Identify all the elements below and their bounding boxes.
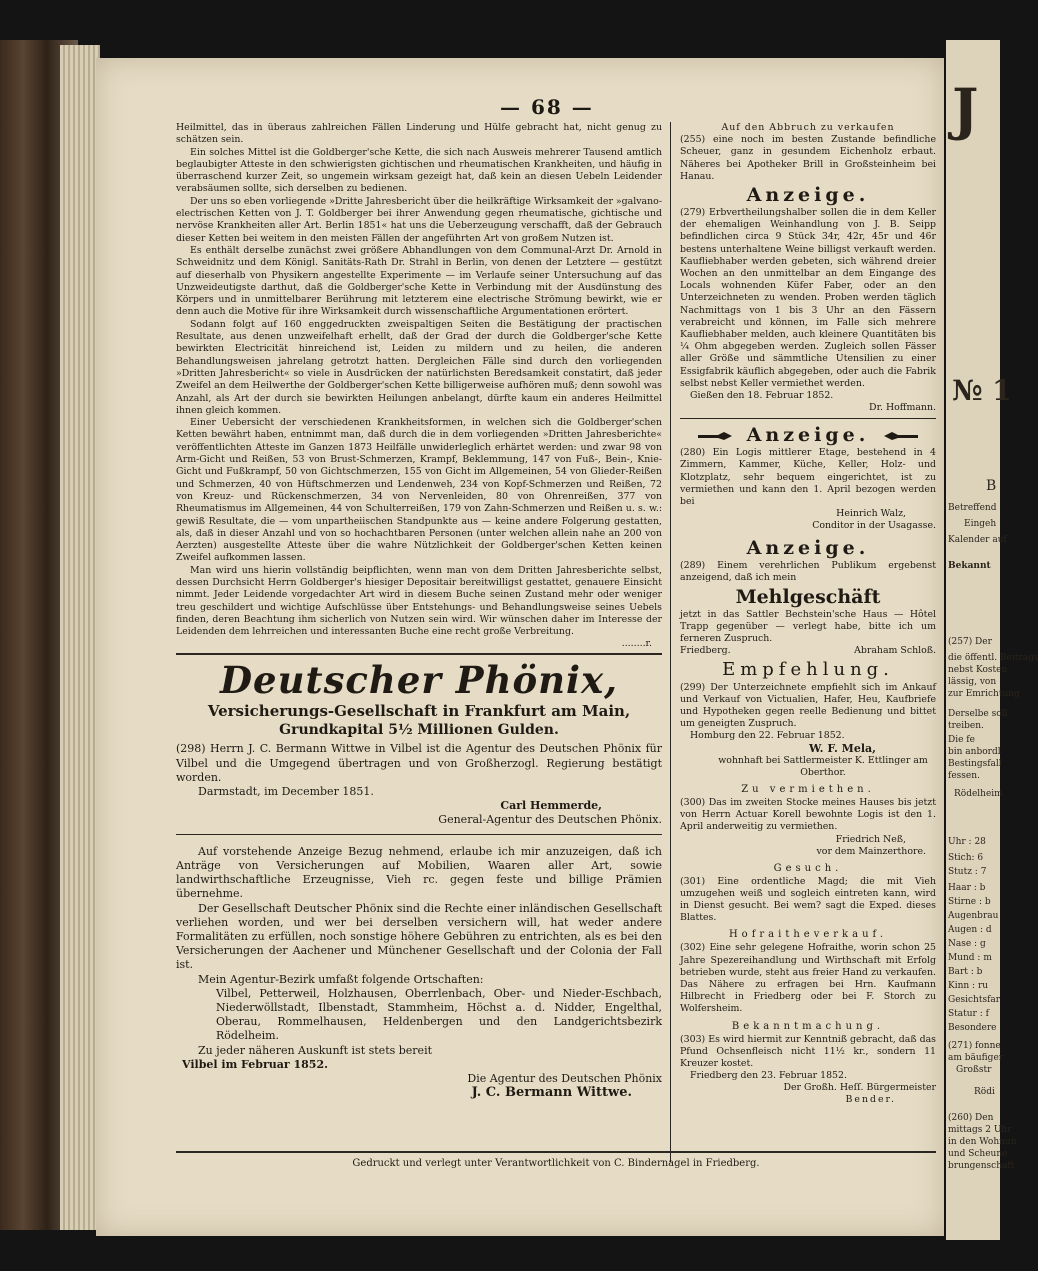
ad-299-address: wohnhaft bei Sattlermeister K. Ettlinger am Oberthor. xyxy=(718,754,928,778)
article-paragraph: Man wird uns hierin vollständig beipflichten, wenn man von dem Dritten Jahresberichte selbst, dessen Durchsicht Herrn Goldberger's hiesiger Depositair bereitwilligst gestattet, genauere Einsicht nimmt. Jeder Leidende vorgedachter Art wird in diesem Buche seinen Zustand mehr oder weniger treu geschildert und wichtige Aufschlüsse über Entstehungs- und Behandlungsweise seines Uebels finden, deren Beachtung ihm sicherlich von Nutzen sein wird. Wir wünschen daher im Interesse der Leidenden dem lehrreichen und interessanten Buche eine recht große Verbreitung. xyxy=(176,564,662,638)
next-page-fragment: Betreffend xyxy=(948,503,997,513)
pointing-hand-right-icon xyxy=(698,431,732,441)
next-page-fragment: Kalender auf xyxy=(948,535,1007,545)
next-page-fragment: Rödi xyxy=(974,1087,995,1097)
phoenix-title: Deutscher Phönix, xyxy=(219,658,619,703)
next-page-fragment: brungenschaft xyxy=(948,1161,1015,1171)
ad-289-text-continued: jetzt in das Sattler Bechstein'sche Haus — Hôtel Trapp gegenüber — verlegt habe, bitte ich um ferneren Zuspruch. xyxy=(680,608,936,645)
next-page-fragment: die öffentl. Beitrags xyxy=(948,653,1038,663)
ad-298-signature: Carl Hemmerde, xyxy=(500,799,602,813)
next-page-fragment: nebst Kosten xyxy=(948,665,1008,675)
article-signature: ........r. xyxy=(621,638,652,650)
right-column xyxy=(680,122,936,1106)
ad-298-date: Vilbel im Februar 1852. xyxy=(182,1057,328,1071)
next-page-fragment: Augen : d xyxy=(948,925,992,935)
ad-303-text: (303) Es wird hiermit zur Kenntniß gebracht, daß das Pfund Ochsenfleisch nicht 11½ kr., sondern 11 Kreuzer kostet. xyxy=(680,1033,936,1069)
ad-298-agency-name: J. C. Bermann Wittwe. xyxy=(471,1085,632,1101)
next-page-fragment: (257) Der xyxy=(948,637,992,647)
ad-heading: Bekanntmachung. xyxy=(731,1020,885,1032)
ad-299-place: Homburg den 22. Februar 1852. xyxy=(690,730,845,742)
ad-heading: Auf den Abbruch zu verkaufen xyxy=(721,122,895,133)
ad-289-place: Friedberg. xyxy=(680,645,731,657)
ad-heading: Anzeige. xyxy=(746,184,870,207)
ad-heading xyxy=(680,423,936,447)
page-number: — 68 — xyxy=(500,95,594,119)
next-page-fragment: Nase : g xyxy=(948,939,986,949)
next-page-fragment: Stich: 6 xyxy=(948,853,984,863)
ad-298-paragraph: Auf vorstehende Anzeige Bezug nehmend, erlaube ich mir anzuzeigen, daß ich Anträge von Versicherungen auf Mobilien, Waaren aller Art, sowie landwirthschaftliche Erzeugnisse, Vieh rc. gegen feste und billige Prämien übernehme. xyxy=(176,844,662,901)
ad-299-signature: W. F. Mela, xyxy=(809,741,876,755)
article-paragraph: Der uns so eben vorliegende »Dritte Jahresbericht über die heilkräftige Wirksamkeit der »galvano-electrischen Ketten von J. T. Goldberger bei ihrer Anwendung gegen rheumatische, gichtische und nervöse Krankheiten aller Art. Berlin 1851« hat uns die Ueberzeugung verschafft, daß der Gebrauch dieser Ketten bei weitem in den meisten Fällen der angeführten Art von großem Nutzen ist. xyxy=(176,195,662,244)
ad-303-signature: Der Großh. Heſſ. Bürgermeister xyxy=(783,1082,936,1094)
next-page-fragment: Eingeh xyxy=(964,519,997,529)
ad-heading: Anzeige. xyxy=(746,537,870,560)
next-page-fragment: Stutz : 7 xyxy=(948,867,987,877)
next-page-fragment: Bart : b xyxy=(948,967,983,977)
ad-heading: Zu vermiethen. xyxy=(741,783,875,795)
next-page-fragment: und Scheune xyxy=(948,1149,1008,1159)
section-rule xyxy=(176,834,662,835)
next-page-fragment: Besondere xyxy=(948,1023,997,1033)
ad-279-text: (279) Erbvertheilungshalber sollen die in dem Keller der ehemaligen Weinhandlung von J. B. Seipp befindlichen circa 9 Stück 34r, 42r, 45r und 46r bestens unterhaltene Weine billigst verkauft werden. Kaufliebhaber werden gebeten, sich während dreier Wochen an den unmittelbar an dem Eingange des Locals wohnenden Küfer Faber, oder an den Unterzeichneten zu wenden. Proben werden täglich Nachmittags von 1 bis 3 Uhr an den Fässern verabreicht und können, im Falle sich mehrere Kaufliebhaber melden, auch kleinere Quantitäten bis ¼ Ohm abgegeben werden. Zugleich sollen Fässer aller Größe und sämmtliche Utensilien zu einer Essigfabrik käuflich abgegeben, oder auch die Fabrik selbst nebst Keller vermiethet werden. xyxy=(680,207,936,389)
next-page-fragment: treiben. xyxy=(948,721,984,731)
next-page-fragment: Mund : m xyxy=(948,953,992,963)
imprint: Gedruckt und verlegt unter Verantwortlichkeit von C. Bindernagel in Friedberg. xyxy=(352,1158,760,1169)
ad-298-agency: Die Agentur des Deutschen Phönix xyxy=(467,1071,662,1085)
next-page-fragment: Kinn : ru xyxy=(948,981,989,991)
ad-279-place: Gießen den 18. Februar 1852. xyxy=(690,390,834,402)
next-page-fragment: Bekannt xyxy=(948,561,991,571)
next-page-fragment: (260) Den xyxy=(948,1113,994,1123)
next-page-fragment: Stirne : b xyxy=(948,897,991,907)
footer-rule xyxy=(176,1151,936,1153)
next-page-fragment: mittags 2 Uhr xyxy=(948,1125,1012,1135)
ad-298-text: (298) Herrn J. C. Bermann Wittwe in Vilbel ist die Agentur des Deutschen Phönix für Vilbel und die Umgegend übertragen und von Großherzogl. Regierung bestätigt worden. xyxy=(176,742,662,784)
next-page-fragment: in den Wohnun xyxy=(948,1137,1017,1147)
ad-302-text: (302) Eine sehr gelegene Hofraithe, worin schon 25 Jahre Spezereihandlung und Wirthschaft mit Erfolg betrieben wurde, steht aus freier Hand zu verkaufen. Das Nähere zu erfragen bei Hrn. Kaufmann Hilbrecht in Friedberg oder bei F. Storch zu Wolfersheim. xyxy=(680,942,936,1015)
next-page-fragment: Haar : b xyxy=(948,883,986,893)
ad-255-text: (255) eine noch im besten Zustande befindliche Scheuer, ganz in gesundem Eichenholz erbaut. Näheres bei Apotheker Brill in Großsteinheim bei Hanau. xyxy=(680,134,936,182)
next-page-fragment: Uhr : 28 xyxy=(948,837,986,847)
next-page-fragment: Gesichtsfar xyxy=(948,995,1001,1005)
ad-303-signature-name: Bender. xyxy=(845,1094,896,1106)
article-paragraph: Einer Uebersicht der verschiedenen Krankheitsformen, in welchen sich die Goldberger'schen Ketten bewährt haben, entnimmt man, daß durch die in dem vorliegenden »Dritten Jahresberichte« veröffentlichten Atteste im Ganzen 1873 Heilfälle unwiderleglich erhärtet werden: und zwar 98 von Arm-Gicht und Reißen, 53 von Brust-Schmerzen, Krampf, Beklemmung, 147 von Fuß-, Bein-, Knie-Gicht und Fußkrampf, 50 von Gichtschmerzen, 155 von Gicht im Allgemeinen, 54 von Glieder-Reißen und Schmerzen, 40 von Hüftschmerzen und Lendenweh, 234 von Kopf-Schmerzen und Reißen, 72 von Kreuz- und Rückenschmerzen, 34 von Nervenleiden, 80 von Ohrenreißen, 377 von Rheumatismus im Allgemeinen, 44 von Schulterreißen, 179 von Zahn-Schmerzen und Reißen u. s. w.: gewiß Resultate, die — vom unpartheiischen Standpunkte aus — keine andere Folgerung gestatten, als, daß in dieser Anzahl und von so hochachtbaren Personen (unter welchen allein nahe an 200 von Aerzten) ausgestellte Atteste über die wahre Nützlichkeit der Goldberger'schen Ketten keinen Zweifel aufkommen lassen. xyxy=(176,417,662,564)
ad-298-paragraph: Zu jeder näheren Auskunft ist stets bereit xyxy=(198,1043,433,1057)
ad-289-footer xyxy=(680,645,936,657)
next-page-fragment: Die fe xyxy=(948,735,975,745)
article-paragraph: Sodann folgt auf 160 enggedruckten zweispaltigen Seiten die Bestätigung der practischen Resultate, aus denen unzweifelhaft erhellt, daß der Grad der durch die Goldberger'sche Kette bewirkten Electricität hinreichend ist, Leiden zu mildern und zu heilen, die anderen Behandlungsweisen jahrelang getrotzt hatten. Dergleichen Fälle sind durch den vorliegenden »Dritten Jahresbericht« so viele in Ausdrücken der natürlichsten Beredsamkeit constatirt, daß jeder Zweifel an dem Heilwerthe der Goldberger'schen Kette billigerweise aufhören muß; denn sowohl was Anzahl, als Art der durch sie bewirkten Heilungen anbelangt, dürfte kaum ein anderes Heilmittel ihnen gleich kommen. xyxy=(176,318,662,416)
next-page-fragment: Bestingsfall xyxy=(948,759,1002,769)
section-rule xyxy=(680,418,936,419)
article-paragraph: Heilmittel, das in überaus zahlreichen Fällen Linderung und Hülfe gebracht hat, nicht genug zu schätzen sein. xyxy=(176,122,662,146)
next-page-fragment: bin anbordl xyxy=(948,747,1001,757)
pointing-hand-left-icon xyxy=(884,431,918,441)
article-paragraph: Es enthält derselbe zunächst zwei größere Abhandlungen von dem Communal-Arzt Dr. Arnold in Schweidnitz und dem Königl. Sanitäts-Rath Dr. Strahl in Berlin, von denen der Letztere — gestützt auf dieserhalb von Physikern angestellte Experimente — im Verlaufe seiner Untersuchung auf das Unzweideutigste darthut, daß die Goldberger'sche Kette in Verbindung mit der Ausdünstung des Körpers und in unmittelbarer Berührung mit letzterem eine electrische Strömung bewirkt, wie er denn auch die Motive für ihre Wirksamkeit durch wissenschaftliche Argumentationen erörtert. xyxy=(176,244,662,318)
ad-heading: Empfehlung. xyxy=(722,658,894,680)
ad-298-paragraph: Der Gesellschaft Deutscher Phönix sind die Rechte einer inländischen Gesellschaft verliehen worden, und wer bei derselben versichern will, hat weder andere Formalitäten zu erfüllen, noch sonstige höhere Gebühren zu entrichten, als es bei den Versicherungen der Aachener und Münchener Gesellschaft und der Colonia der Fall ist. xyxy=(176,901,662,972)
next-page-fragment: (271) fonne xyxy=(948,1041,1001,1051)
ad-298-places: Vilbel, Petterweil, Holzhausen, Oberrlenbach, Ober- und Nieder-Eschbach, Niederwöllstadt, Ilbenstadt, Stammheim, Höchst a. d. Nidder, Engelthal, Oberau, Rommelhausen, Heldenbergen und den Landgerichtsbezirk Rödelheim. xyxy=(216,986,662,1043)
ad-heading-text: Anzeige. xyxy=(746,424,870,447)
section-rule xyxy=(176,653,662,655)
ad-300-address: vor dem Mainzerthore. xyxy=(816,845,926,857)
ad-298-place: Darmstadt, im December 1851. xyxy=(198,785,374,799)
next-page-fragment: Derselbe soll xyxy=(948,709,1008,719)
next-page-fragment: lässig, von xyxy=(948,677,997,687)
ad-heading: Hofraitheverkauf. xyxy=(728,929,888,941)
next-page-fragment: fessen. xyxy=(948,771,980,781)
left-column xyxy=(176,122,662,1100)
ad-289-text: (289) Einem verehrlichen Publikum ergebenst anzeigend, daß ich mein xyxy=(680,560,936,584)
ad-300-text: (300) Das im zweiten Stocke meines Hauses bis jetzt von Herrn Actuar Korell bewohnte Logis ist den 1. April anderweitig zu vermiethen. xyxy=(680,796,936,833)
ad-heading: Gesuch. xyxy=(773,862,843,874)
ad-280-signature: Heinrich Walz, xyxy=(836,508,906,520)
next-page-fragment: Augenbrau xyxy=(948,911,999,921)
ad-279-signature: Dr. Hoffmann. xyxy=(869,402,936,414)
ad-289-signature: Abraham Schloß. xyxy=(854,645,936,657)
page-edges xyxy=(60,45,100,1230)
next-page-fragment: am bäufiger xyxy=(948,1053,1004,1063)
next-page-fragment: № 1 xyxy=(952,374,1012,407)
phoenix-subtitle: Versicherungs-Gesellschaft in Frankfurt am Main, xyxy=(207,702,631,721)
ad-280-address: Conditor in der Usagasse. xyxy=(812,520,936,532)
next-page-fragment: Rödelheim xyxy=(954,789,1003,799)
mehlgeschaeft-heading: Mehlgeschäft xyxy=(735,585,881,608)
phoenix-capital: Grundkapital 5½ Millionen Gulden. xyxy=(279,722,559,739)
ad-303-place: Friedberg den 23. Februar 1852. xyxy=(690,1070,847,1082)
next-page-fragment: zur Emrichtung xyxy=(948,689,1020,699)
article-paragraph: Ein solches Mittel ist die Goldberger'sche Kette, die sich nach Ausweis mehrerer Tausend amtlich beglaubigter Atteste in den schwierigsten gichtischen und rheumatischen Krankheiten, und häufig in überraschend kurzer Zeit, so ungemein wirksam gezeigt hat, daß kein an diesen Uebeln Leidender verabsäumen sollte, sich derselben zu bedienen. xyxy=(176,146,662,195)
next-page-fragment: Großstr xyxy=(956,1065,992,1075)
next-page-fragment: Statur : f xyxy=(948,1009,989,1019)
ad-298-signature-title: General-Agentur des Deutschen Phönix. xyxy=(438,813,662,827)
next-page-fragment: J xyxy=(952,77,979,143)
ad-299-text: (299) Der Unterzeichnete empfiehlt sich im Ankauf und Verkauf von Victualien, Hafer, Heu, Kaufbriefe und Hypotheken gegen reelle Bedienung und bittet um geneigten Zuspruch. xyxy=(680,681,936,730)
ad-301-text: (301) Eine ordentliche Magd; die mit Vieh umzugehen weiß und sogleich eintreten kann, wird in Dienst gesucht. Bei wem? sagt die Exped. dieses Blattes. xyxy=(680,875,936,924)
next-page-edge xyxy=(946,40,1038,1240)
ad-300-signature: Friedrich Neß, xyxy=(835,833,906,845)
ad-298-paragraph: Mein Agentur-Bezirk umfaßt folgende Ortschaften: xyxy=(198,972,484,986)
next-page-fragment: B xyxy=(986,478,997,494)
column-divider xyxy=(670,122,671,1162)
ad-280-text: (280) Ein Logis mittlerer Etage, bestehend in 4 Zimmern, Kammer, Küche, Keller, Holz- und Klotzplatz, sehr bequem eingerichtet, ist zu vermiethen und kann den 1. April bezogen werden bei xyxy=(680,447,936,508)
